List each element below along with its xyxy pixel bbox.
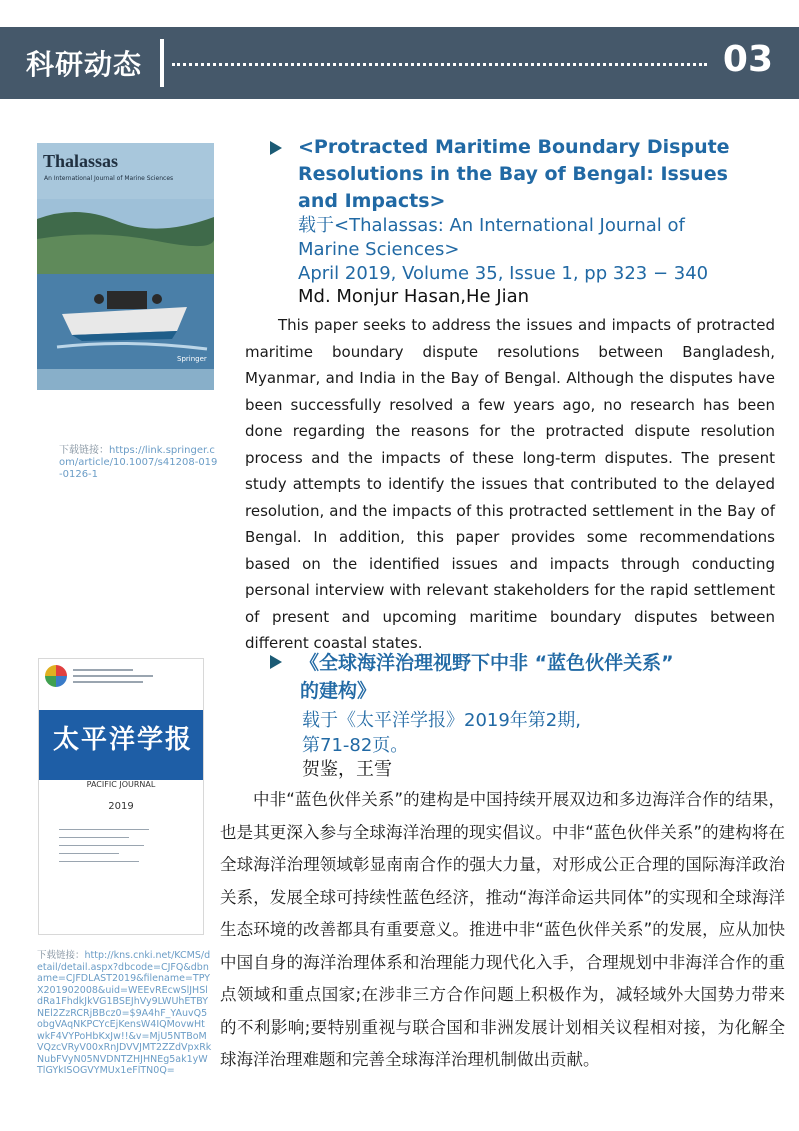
article1-title[interactable] — [298, 134, 778, 215]
download-link-1[interactable]: https://link.springer.com/article/10.1007/s41208-019-0126-1 — [59, 445, 218, 480]
download-link-caption-1 — [59, 445, 219, 481]
article2-authors: 贺鉴，王雪 — [302, 759, 392, 780]
article2-source — [302, 708, 782, 758]
pacific-journal-cover-image — [38, 658, 204, 935]
cover-journal-title: 太平洋学报 — [53, 725, 194, 755]
download-label: 下载链接： — [37, 950, 85, 961]
cover-text-line — [59, 845, 144, 846]
cover-boat-photo — [37, 199, 214, 369]
cover-journal-name: Thalassas — [43, 151, 119, 171]
article2-title[interactable] — [300, 649, 780, 705]
cover-year: 2019 — [108, 801, 134, 812]
cover-text-line — [59, 837, 129, 838]
source-line: Marine Sciences> — [298, 239, 460, 260]
section-title: 科研动态 — [26, 48, 143, 81]
cover-text-line — [73, 681, 143, 683]
source-line: 载于<Thalassas: An International Journal of — [298, 215, 685, 236]
play-triangle-icon — [270, 141, 282, 155]
page-number: 03 — [722, 39, 773, 80]
dotted-rule — [172, 63, 707, 66]
cover-footer — [37, 369, 214, 390]
article1-authors: Md. Monjur Hasan,He Jian — [298, 286, 530, 307]
source-line: 第71-82页。 — [302, 735, 409, 756]
springer-logo-text: Springer — [177, 355, 207, 363]
header-divider — [160, 39, 164, 87]
title-line: Resolutions in the Bay of Bengal: Issues — [298, 163, 728, 185]
article1-abstract: This paper seeks to address the issues and impacts of protracted maritime boundary dispute resolutions between Bangladesh, Myanmar, and India in the Bay of Bengal. Although the disputes have been successfully resolved a few years ago, no research has been done regarding the reasons for the protracted dispute resolution process and the impacts of these long-term disputes. The present study attempts to identify the issues that contributed to the delayed resolution, and the impacts of this protracted settlement in the Bay of Bengal. In addition, this paper provides some recommendations based on the identified issues and impacts through conducting personal interview with relevant stakeholders for the rapid settlement of present and upcoming maritime boundary disputes between different coastal states. — [245, 316, 775, 652]
title-line: 的建构》 — [300, 680, 377, 702]
download-label: 下载链接： — [59, 445, 109, 456]
article1-source — [298, 214, 778, 286]
cover-text-line — [73, 669, 133, 671]
thalassas-cover-image — [37, 143, 214, 390]
cover-journal-subtitle: An International Journal of Marine Sciences — [44, 175, 174, 182]
article2-abstract: 中非“蓝色伙伴关系”的建构是中国持续开展双边和多边海洋合作的结果，也是其更深入参与全球海洋治理的现实倡议。中非“蓝色伙伴关系”的建构将在全球海洋治理领域彰显南南合作的强大力量，对形成公正合理的国际海洋政治关系，发展全球可持续性蓝色经济，推动“海洋命运共同体”的实现和全球海洋生态环境的改善都具有重要意义。推进中非“蓝色伙伴关系”的发展，应从加快中国自身的海洋治理体系和治理能力现代化入手，合理规划中非海洋合作的重点领域和重点国家;在涉非三方合作问题上积极作为，减轻域外大国势力带来的不利影响;要特别重视与联合国和非洲发展计划相关议程相对接，为化解全球海洋治理难题和完善全球海洋治理机制做出贡献。 — [220, 790, 785, 1069]
cover-text-line — [59, 829, 149, 830]
journal-logo-icon — [45, 665, 67, 687]
cover-journal-en: PACIFIC JOURNAL — [86, 780, 156, 789]
title-line: 《全球海洋治理视野下中非 “蓝色伙伴关系” — [300, 652, 674, 674]
title-line: <Protracted Maritime Boundary Dispute — [298, 136, 730, 158]
source-line: 载于《太平洋学报》2019年第2期, — [302, 710, 581, 731]
cover-text-line — [59, 853, 119, 854]
title-line: and Impacts> — [298, 190, 446, 212]
play-triangle-icon — [270, 655, 282, 669]
download-link-2[interactable]: http://kns.cnki.net/KCMS/detail/detail.aspx?dbcode=CJFQ&dbname=CJFDLAST2019&filename=TPYX201902008&uid=WEEvREcwSlJHSldRa1FhdkJkVG1BSEJhVy9LWUhETBYNEl2ZzRCRjBBcz0=$9A4hF_YAuvQ5obgVAqNKPCYcEjKensW4IQMovwHtwkF4VYPoHbKxJw!!&v=MjU5NTBoMVQzcVRyV00xRnJDVVJMT2ZZdVpxRkNubFVyN05NVDNTZHJHNEg5ak1yWTlGYkISOGVYMUx1eFlTN0Q= — [37, 950, 212, 1076]
cover-text-line — [59, 861, 139, 862]
download-link-caption-2 — [37, 950, 212, 1077]
source-line: April 2019, Volume 35, Issue 1, pp 323 − 340 — [298, 263, 709, 284]
cover-text-line — [73, 675, 153, 677]
section-header — [0, 27, 799, 99]
